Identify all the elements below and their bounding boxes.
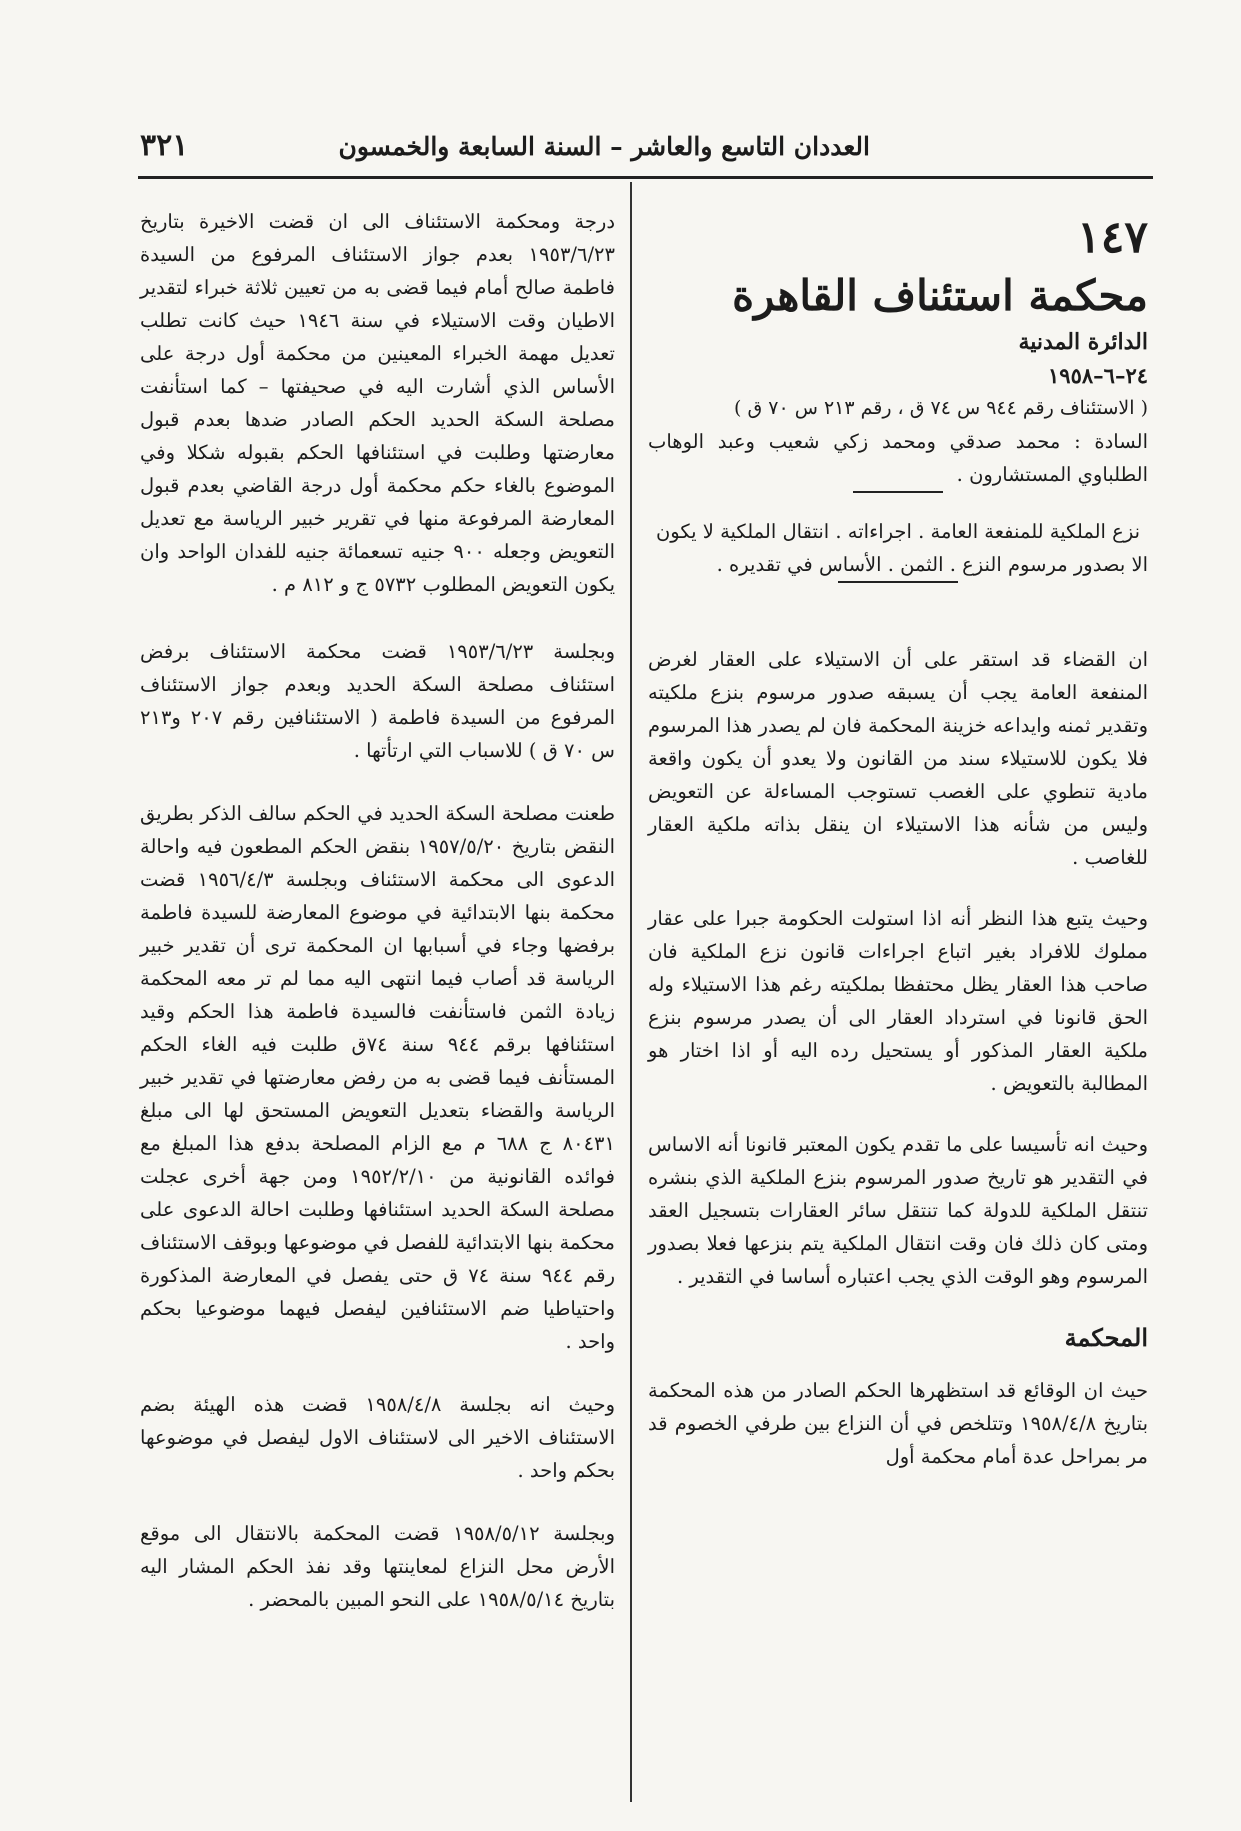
paragraph: وحيث يتبع هذا النظر أنه اذا استولت الحكومة جبرا على عقار مملوك للافراد بغير اتباع اجراءات قانون نزع الملكية فان صاحب هذا العقار يظل محتفظا بملكيته رغم هذا الاستيلاء وله الحق قانونا في استرداد العقار الى أن يصدر مرسوم بنزع ملكية العقار المذكور أو يستحيل رده اليه أو اذا اختار هو المطالبة بالتعويض . bbox=[648, 907, 1148, 1095]
column-divider bbox=[630, 182, 632, 1802]
section-heading: المحكمة bbox=[1064, 1323, 1148, 1352]
case-number: ١٤٧ bbox=[1077, 212, 1148, 263]
right-column bbox=[648, 210, 1148, 1473]
separator bbox=[838, 581, 958, 583]
paragraph: وبجلسة ١٩٥٨/٥/١٢ قضت المحكمة بالانتقال الى موقع الأرض محل النزاع لمعاينتها وقد نفذ الحكم المشار اليه بتاريخ ١٩٥٨/٥/١٤ على النحو المبين بالمحضر . bbox=[140, 1522, 615, 1611]
paragraph: طعنت مصلحة السكة الحديد في الحكم سالف الذكر بطريق النقض بتاريخ ١٩٥٧/٥/٢٠ بنقض الحكم المطعون فيه واحالة الدعوى الى محكمة الاستئناف وبجلسة ١٩٥٦/٤/٣ قضت محكمة بنها الابتدائية في موضوع المعارضة للسيدة فاطمة برفضها وجاء في أسبابها ان المحكمة ترى أن تقدير خبير الرياسة قد أصاب فيما انتهى اليه مما لم تر معه المحكمة زيادة الثمن فاستأنفت فالسيدة فاطمة هذا الحكم وقيد استئنافها برقم ٩٤٤ سنة ٧٤ق طلبت فيه الغاء الحكم المستأنف فيما قضى به من رفض معارضتها في تقدير خبير الرياسة والقضاء بتعديل التعويض المستحق لها الى مبلغ ٨٠٤٣١ ج ٦٨٨ م مع الزام المصلحة بدفع هذا المبلغ مع فوائده القانونية من ١٩٥٢/٢/١٠ ومن جهة أخرى عجلت مصلحة السكة الحديد استئنافها وطلبت احالة الدعوى على محكمة بنها الابتدائية للفصل في موضوعها وبوقف الاستئناف رقم ٩٤٤ سنة ٧٤ ق حتى يفصل في المعارضة المذكورة واحتياطيا ضم الاستئنافين ليفصل فيهما موضوعيا بحكم واحد . bbox=[140, 802, 616, 1353]
page-header bbox=[140, 128, 1150, 172]
judges-list: السادة : محمد صدقي ومحمد زكي شعيب وعبد الوهاب الطلباوي المستشارون . bbox=[648, 430, 1148, 486]
journal-issue-title: العددان التاسع والعاشر – السنة السابعة والخمسون bbox=[338, 132, 870, 161]
paragraph: وحيث انه بجلسة ١٩٥٨/٤/٨ قضت هذه الهيئة بضم الاستئناف الاخير الى لاستئناف الاول ليفصل في موضوعها بحكم واحد . bbox=[140, 1393, 616, 1482]
paragraph: وبجلسة ١٩٥٣/٦/٢٣ قضت محكمة الاستئناف برفض استئناف مصلحة السكة الحديد وبعدم جواز الاستئناف المرفوع من السيدة فاطمة ( الاستئنافين رقم ٢٠٧ و٢١٣ س ٧٠ ق ) للاسباب التي ارتأتها . bbox=[140, 640, 615, 762]
headnote-summary: نزع الملكية للمنفعة العامة . اجراءاته . انتقال الملكية لا يكون الا بصدور مرسوم النزع . الثمن . الأساس في تقديره . bbox=[655, 520, 1148, 576]
judgment-date: ٢٤–٦–١٩٥٨ bbox=[1048, 363, 1148, 388]
paragraph: ان القضاء قد استقر على أن الاستيلاء على العقار لغرض المنفعة العامة يجب أن يسبقه صدور مرسوم بنزع ملكيته وتقدير ثمنه وايداعه خزينة المحكمة فان لم يصدر هذا المرسوم فلا يكون للاستيلاء سند من القانون ولا يعدو أن يكون واقعة مادية تنطوي على الغصب تستوجب المساءلة عن التعويض وليس من شأنه هذا الاستيلاء ان ينقل بذاته ملكية العقار للغاصب . bbox=[648, 648, 1148, 869]
paragraph: درجة ومحكمة الاستئناف الى ان قضت الاخيرة بتاريخ ١٩٥٣/٦/٢٣ بعدم جواز الاستئناف المرفوع من السيدة فاطمة صالح أمام فيما قضى به من تعيين ثلاثة خبراء لتقدير الاطيان وقت الاستيلاء في سنة ١٩٤٦ حيث كانت تطلب تعديل مهمة الخبراء المعينين من محكمة أول درجة على الأساس الذي أشارت اليه في صحيفتها – كما استأنفت مصلحة السكة الحديد الحكم الصادر ضدها بعدم قبول معارضتها وطلبت في استئنافها الحكم بقبوله شكلا وفي الموضوع بالغاء حكم محكمة أول درجة القاضي بعدم قبول المعارضة المرفوعة منها في تقرير خبير الرياسة مع تعديل التعويض وجعله ٩٠٠ جنيه تسعمائة جنيه للفدان الواحد وان يكون التعويض المطلوب ٥٧٣٢ ج و ٨١٢ م . bbox=[140, 210, 615, 596]
court-name: محكمة استئناف القاهرة bbox=[732, 271, 1148, 320]
separator bbox=[853, 491, 943, 493]
page-number: ٣٢١ bbox=[140, 128, 189, 163]
paragraph: وحيث انه تأسيسا على ما تقدم يكون المعتبر قانونا أنه الاساس في التقدير هو تاريخ صدور المرسوم بنزع الملكية الذي بنشره تنتقل الملكية للدولة كما تنتقل سائر العقارات بتسجيل العقد ومتى كان ذلك فان وقت انتقال الملكية يتم بنزعها فعلا بصدور المرسوم وهو الوقت الذي يجب اعتباره أساسا في التقدير . bbox=[648, 1133, 1148, 1288]
appeal-numbers: ( الاستئناف رقم ٩٤٤ س ٧٤ ق ، رقم ٢١٣ س ٧٠ ق ) bbox=[734, 397, 1148, 419]
left-column bbox=[140, 205, 615, 1616]
paragraph: حيث ان الوقائع قد استظهرها الحكم الصادر من هذه المحكمة بتاريخ ١٩٥٨/٤/٨ وتتلخص في أن النزاع بين طرفي الخصوم قد مر بمراحل عدة أمام محكمة أول bbox=[648, 1379, 1149, 1468]
circuit-name: الدائرة المدنية bbox=[1018, 329, 1148, 355]
header-divider bbox=[138, 176, 1153, 179]
